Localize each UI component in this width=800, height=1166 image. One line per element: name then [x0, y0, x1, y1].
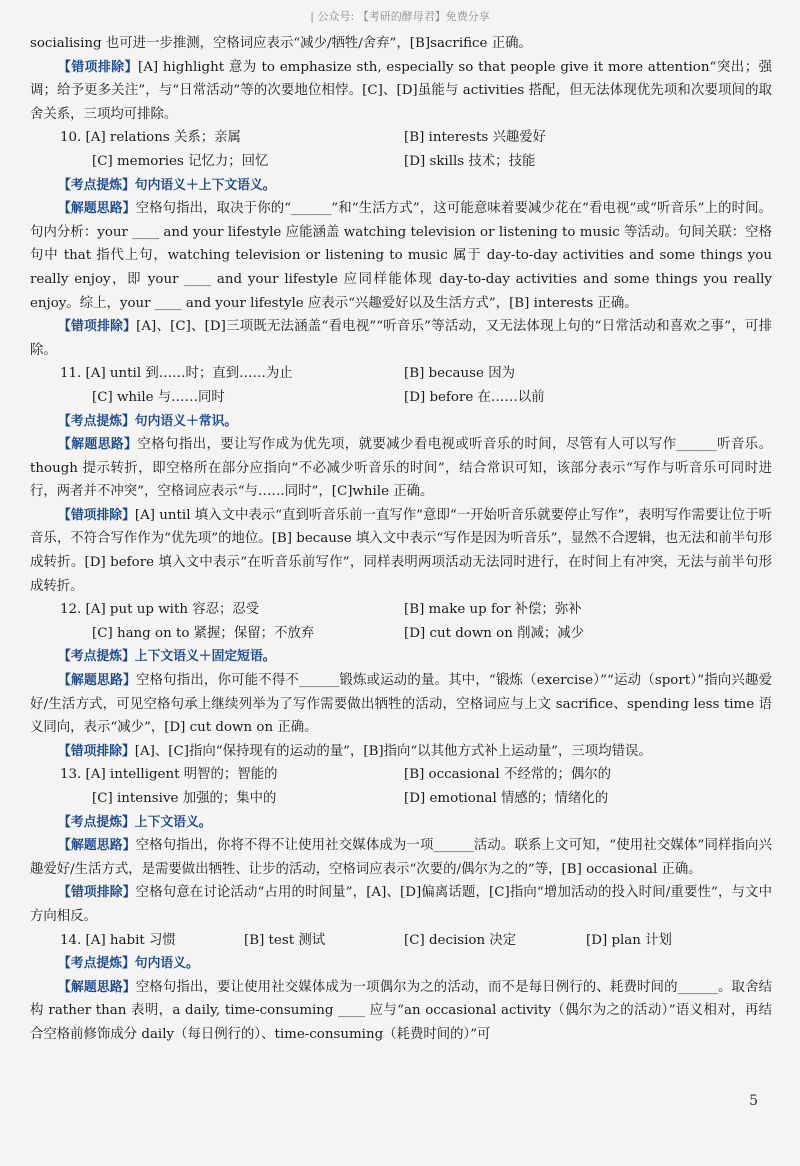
option-row [30, 763, 772, 787]
key-point [30, 174, 772, 198]
key-point [30, 410, 772, 434]
paragraph-text: socialising 也可进一步推测，空格词应表示“减少/牺牲/舍弃”，[B]sacrifice 正确。 [30, 36, 532, 51]
option-item: 10. [A] relations 关系；亲属 [60, 130, 241, 146]
section-tag: 【考点提炼】 [58, 413, 135, 429]
option-row [30, 622, 772, 646]
page-number: 5 [749, 1093, 758, 1109]
key-point-text: 句内语义。 [134, 956, 199, 972]
watermark: | 公众号: 【考研的酵母君】免费分享 [310, 10, 490, 23]
option-item: 13. [A] intelligent 明智的；智能的 [60, 767, 278, 783]
section-tag: 【考点提炼】 [58, 649, 135, 665]
key-point [30, 811, 772, 835]
paragraph-text: 空格句指出，要让写作成为优先项，就要减少看电视或听音乐的时间，尽管有人可以写作______听音乐。though 提示转折，即空格所在部分应指向“不必减少听音乐的时间”，结合常识可知，该部分表示“写作与听音乐可同时进行，两者并不冲突”，空格词应表示“与……同时”，[C]while 正确。 [30, 437, 773, 500]
paragraph-text: [A]、[C]、[D]三项既无法涵盖“看电视”“听音乐”等活动，又无法体现上句的“日常活动和喜欢之事”，可排除。 [30, 319, 772, 358]
option-row [30, 386, 772, 410]
paragraph-text: [A]、[C]指向“保持现有的运动的量”，[B]指向“以其他方式补上运动量”，三项均错误。 [134, 743, 652, 759]
option-item: [D] plan 计划 [586, 932, 672, 948]
option-item: [C] intensive 加强的；集中的 [92, 791, 277, 806]
option-row [30, 929, 772, 953]
section-tag: 【解题思路】 [58, 673, 136, 689]
paragraph [30, 433, 772, 504]
section-tag: 【解题思路】 [58, 979, 136, 995]
option-item: [B] because 因为 [404, 366, 515, 382]
page-content [30, 32, 772, 1047]
paragraph [30, 197, 772, 315]
paragraph [30, 669, 772, 740]
option-item: [C] decision 决定 [404, 932, 517, 948]
paragraph [30, 834, 772, 881]
paragraph-text: 空格句指出，要让使用社交媒体成为一项偶尔为之的活动，而不是每日例行的、耗费时间的______。取舍结构 rather than 表明，a daily, time-consuming ____ 应与“an occasional activity（偶尔为之的活动）”语义相对，再结合空格前修饰成分 daily（每日例行的）、time-consuming（耗费时间的）”可 [30, 979, 773, 1042]
option-item: 12. [A] put up with 容忍；忍受 [60, 602, 260, 618]
option-item: [C] while 与……同时 [92, 389, 225, 405]
option-item: [D] emotional 情感的；情绪化的 [404, 791, 609, 806]
paragraph [30, 32, 772, 56]
option-item: [D] before 在……以前 [404, 389, 545, 405]
paragraph [30, 504, 772, 598]
paragraph-text: 空格句指出，你可能不得不______锻炼或运动的量。其中，“锻炼（exercise）”“运动（sport）”指向兴趣爱好/生活方式，可见空格句承上继续列举为了写作需要做出牺牲的活动，空格词应与上文 sacrifice、spending less time 语义同向，表示“减少”，[D] cut down on 正确。 [30, 673, 773, 736]
section-tag: 【考点提炼】 [58, 177, 135, 193]
key-point-text: 上下文语义＋固定短语。 [134, 649, 276, 665]
option-item: [B] make up for 补偿；弥补 [404, 602, 582, 618]
section-tag: 【考点提炼】 [58, 956, 135, 972]
option-item: [B] occasional 不经常的；偶尔的 [404, 767, 612, 783]
section-tag: 【错项排除】 [58, 59, 138, 75]
option-item: [B] test 测试 [244, 932, 326, 948]
paragraph [30, 881, 772, 928]
option-row [30, 150, 772, 174]
option-item: 14. [A] habit 习惯 [60, 932, 176, 948]
option-item: [D] cut down on 削减；减少 [404, 625, 585, 641]
section-tag: 【考点提炼】 [58, 814, 135, 830]
key-point [30, 952, 772, 976]
option-row [30, 787, 772, 811]
section-tag: 【解题思路】 [58, 838, 136, 854]
section-tag: 【错项排除】 [58, 507, 135, 523]
key-point-text: 上下文语义。 [134, 814, 212, 830]
paragraph-text: 空格句指出，你将不得不让使用社交媒体成为一项______活动。联系上文可知，“使用社交媒体”同样指向兴趣爱好/生活方式，是需要做出牺牲、让步的活动，空格词应表示“次要的/偶尔为之的”等，[B] occasional 正确。 [30, 838, 772, 877]
option-row [30, 362, 772, 386]
paragraph [30, 976, 772, 1047]
section-tag: 【错项排除】 [58, 743, 135, 759]
paragraph-text: [A] until 填入文中表示“直到听音乐前一直写作”意即“一开始听音乐就要停止写作”，表明写作需要让位于听音乐，不符合写作作为“优先项”的地位。[B] because 填入文中表示“写作是因为听音乐”，显然不合逻辑，也无法和前半句形成转折。[D] before 填入文中表示“在听音乐前写作”，同样表明两项活动无法同时进行，在时间上有冲突，无法与前半句形成转折。 [30, 507, 772, 594]
section-tag: 【错项排除】 [58, 885, 136, 901]
option-row [30, 598, 772, 622]
paragraph [30, 740, 772, 764]
option-item: 11. [A] until 到……时；直到……为止 [60, 366, 293, 382]
paragraph-text: [A] highlight 意为 to emphasize sth, especially so that people give it more attention“突出；强调；给予更多关注”，与“日常活动”等的次要地位相悖。[C]、[D]虽能与 activities 搭配，但无法体现优先项和次要项间的取舍关系，三项均可排除。 [30, 59, 773, 122]
key-point [30, 645, 772, 669]
option-item: [C] memories 记忆力；回忆 [92, 153, 269, 169]
section-tag: 【解题思路】 [58, 437, 138, 453]
key-point-text: 句内语义＋上下文语义。 [134, 177, 276, 193]
option-row [30, 126, 772, 150]
option-item: [D] skills 技术；技能 [404, 153, 536, 169]
paragraph [30, 315, 772, 362]
option-item: [C] hang on to 紧握；保留；不放弃 [92, 625, 315, 641]
section-tag: 【解题思路】 [58, 201, 136, 217]
paragraph-text: 空格句指出，取决于你的“______”和“生活方式”，这可能意味着要减少花在“看电视”或“听音乐”上的时间。句内分析：your ____ and your lifestyle 应能涵盖 watching television or listening to music 等活动。句间关联：空格句中 that 指代上句，watching television or listening to music 属于 day-to-day activities and some things you really enjoy，即 your ____ and your lifestyle 应同样能体现 day-to-day activities and some things you really enjoy。综上，your ____ and your lifestyle 应表示“兴趣爱好以及生活方式”，[B] interests 正确。 [30, 201, 773, 311]
paragraph [30, 56, 772, 127]
option-item: [B] interests 兴趣爱好 [404, 130, 547, 146]
section-tag: 【错项排除】 [58, 319, 137, 335]
paragraph-text: 空格句意在讨论活动“占用的时间量”，[A]、[D]偏离话题，[C]指向“增加活动的投入时间/重要性”，与文中方向相反。 [30, 885, 773, 924]
key-point-text: 句内语义＋常识。 [134, 413, 238, 429]
